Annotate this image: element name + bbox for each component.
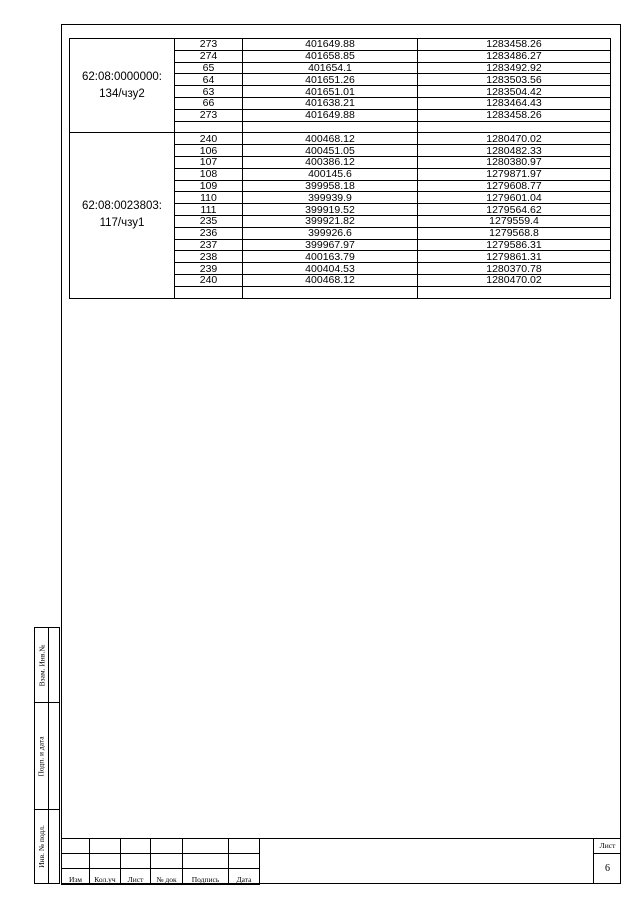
empty-cell [243, 286, 418, 298]
coord-y: 1279601.04 [418, 192, 611, 204]
coord-y: 1283486.27 [418, 50, 611, 62]
point-number: 238 [175, 251, 243, 263]
point-number: 237 [175, 239, 243, 251]
point-number: 111 [175, 204, 243, 216]
point-number: 273 [175, 109, 243, 121]
stamp-label-original-inventory: Инв. № подл. [37, 825, 47, 868]
revision-grid [61, 838, 260, 885]
empty-cell [243, 121, 418, 133]
label-sheet: Лист [121, 869, 151, 885]
point-number: 64 [175, 74, 243, 86]
plot-cadastral-number [70, 133, 175, 298]
stamp-label-replacement: Взам. Инв.№ [37, 644, 47, 686]
point-number: 240 [175, 274, 243, 286]
table-row [70, 133, 611, 145]
coord-x: 400163.79 [243, 251, 418, 263]
table-row [70, 39, 611, 51]
point-number: 65 [175, 62, 243, 74]
point-number: 273 [175, 39, 243, 51]
coord-x: 401649.88 [243, 109, 418, 121]
sheet-number: 6 [605, 863, 610, 874]
coord-x: 400468.12 [243, 133, 418, 145]
sheet-label: Лист [594, 839, 621, 854]
label-signature: Подпись [183, 869, 229, 885]
coord-y: 1279559.4 [418, 215, 611, 227]
empty-cell [175, 121, 243, 133]
title-block [61, 838, 621, 884]
coord-y: 1283492.92 [418, 62, 611, 74]
coord-x: 400404.53 [243, 263, 418, 275]
plot-number-line1: 62:08:0023803: [82, 200, 162, 213]
point-number: 235 [175, 215, 243, 227]
coord-x: 401658.85 [243, 50, 418, 62]
coord-x: 401651.01 [243, 86, 418, 98]
coord-y: 1279861.31 [418, 251, 611, 263]
point-number: 109 [175, 180, 243, 192]
coord-x: 401638.21 [243, 97, 418, 109]
label-change: Изм [62, 869, 90, 885]
coord-y: 1280380.97 [418, 156, 611, 168]
left-margin-stamp [34, 627, 61, 884]
coord-x: 399921.82 [243, 215, 418, 227]
document-title-field [259, 838, 593, 884]
coord-y: 1283458.26 [418, 39, 611, 51]
coord-x: 400468.12 [243, 274, 418, 286]
coord-y: 1279564.62 [418, 204, 611, 216]
empty-cell [418, 286, 611, 298]
coord-y: 1279568.8 [418, 227, 611, 239]
stamp-cell-original-inventory [34, 809, 60, 884]
coord-y: 1279871.97 [418, 168, 611, 180]
coord-y: 1280482.33 [418, 145, 611, 157]
label-doc-number: № док [151, 869, 183, 885]
empty-cell [175, 286, 243, 298]
coord-x: 400451.05 [243, 145, 418, 157]
coord-y: 1283503.56 [418, 74, 611, 86]
stamp-cell-replacement [34, 627, 60, 703]
coord-x: 401654.1 [243, 62, 418, 74]
empty-cell [418, 121, 611, 133]
point-number: 110 [175, 192, 243, 204]
coord-y: 1283458.26 [418, 109, 611, 121]
label-qty: Кол.уч [90, 869, 121, 885]
coord-y: 1280370.78 [418, 263, 611, 275]
coord-x: 399926.6 [243, 227, 418, 239]
coord-x: 400386.12 [243, 156, 418, 168]
stamp-cell-signature-date [34, 702, 60, 810]
coord-x: 399967.97 [243, 239, 418, 251]
coord-y: 1279608.77 [418, 180, 611, 192]
coord-y: 1280470.02 [418, 133, 611, 145]
coord-x: 401651.26 [243, 74, 418, 86]
stamp-label-signature-date: Подп. и дата [37, 735, 47, 777]
point-number: 274 [175, 50, 243, 62]
coordinates-table [69, 38, 611, 299]
coord-x: 399939.9 [243, 192, 418, 204]
coord-y: 1280470.02 [418, 274, 611, 286]
point-number: 107 [175, 156, 243, 168]
coord-x: 400145.6 [243, 168, 418, 180]
point-number: 66 [175, 97, 243, 109]
point-number: 63 [175, 86, 243, 98]
point-number: 108 [175, 168, 243, 180]
plot-number-line1: 62:08:0000000: [82, 70, 162, 83]
plot-number-line2: 134/чзу2 [99, 87, 145, 100]
point-number: 236 [175, 227, 243, 239]
coord-y: 1283504.42 [418, 86, 611, 98]
coord-y: 1279586.31 [418, 239, 611, 251]
point-number: 239 [175, 263, 243, 275]
coord-x: 399919.52 [243, 204, 418, 216]
plot-number-line2: 117/чзу1 [99, 217, 145, 230]
point-number: 240 [175, 133, 243, 145]
point-number: 106 [175, 145, 243, 157]
plot-cadastral-number [70, 39, 175, 133]
sheet-number-box [593, 838, 621, 884]
coord-x: 399958.18 [243, 180, 418, 192]
label-date: Дата [229, 869, 260, 885]
coord-y: 1283464.43 [418, 97, 611, 109]
coord-x: 401649.88 [243, 39, 418, 51]
